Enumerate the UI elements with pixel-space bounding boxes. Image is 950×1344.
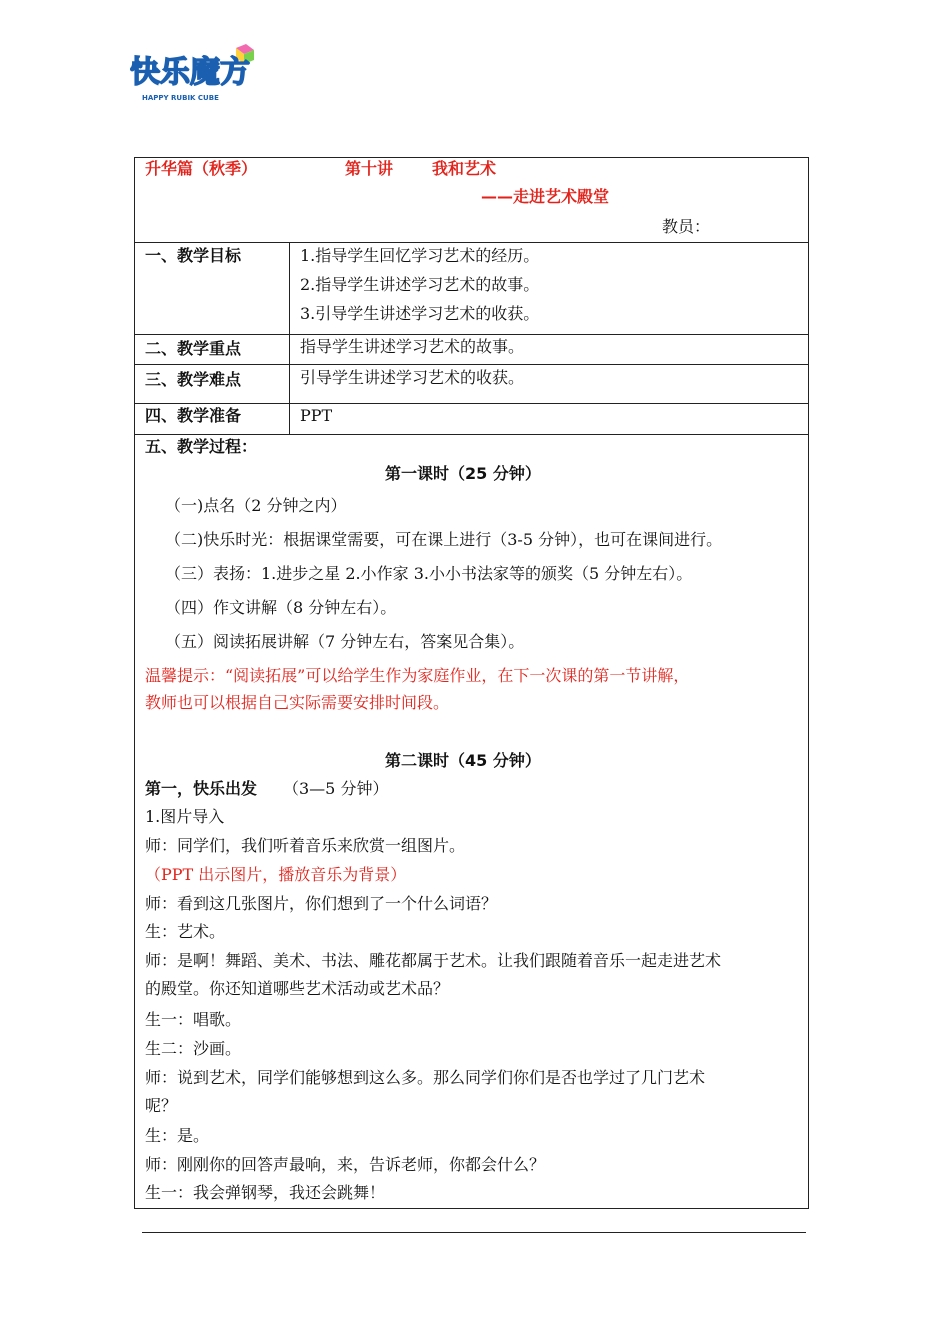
process-label: 五、教学过程： bbox=[145, 437, 258, 456]
dialogue-line: 生：艺术。 bbox=[145, 922, 226, 941]
logo-title: 快乐魔方 bbox=[130, 55, 250, 90]
dialogue-line: 生：是。 bbox=[145, 1126, 210, 1145]
section-time: （3—5 分钟） bbox=[283, 779, 389, 798]
lecture-subtitle: ——走进艺术殿堂 bbox=[481, 187, 610, 206]
section-title: 第一，快乐出发 bbox=[145, 779, 258, 798]
dialogue-line: 师：看到这几张图片，你们想到了一个什么词语？ bbox=[145, 894, 498, 913]
logo-subtitle: HAPPY RUBIK CUBE bbox=[142, 94, 219, 102]
preparation-row bbox=[135, 403, 808, 435]
lesson2-title: 第二课时（45 分钟） bbox=[385, 751, 541, 770]
difficulty-value: 引导学生讲述学习艺术的收获。 bbox=[300, 368, 525, 387]
dialogue-line: 1.图片导入 bbox=[145, 807, 225, 826]
happy-rubik-cube-logo bbox=[128, 44, 260, 104]
lesson1-step: （四）作文讲解（8 分钟左右）。 bbox=[165, 598, 397, 617]
key-point-row bbox=[135, 334, 808, 365]
dialogue-line: 生二：沙画。 bbox=[145, 1039, 242, 1058]
teacher-label: 教员： bbox=[662, 217, 711, 236]
dialogue-line: 生一：唱歌。 bbox=[145, 1010, 242, 1029]
header-row bbox=[135, 158, 808, 243]
difficulty-row bbox=[135, 364, 808, 404]
dialogue-line: 生一：我会弹钢琴，我还会跳舞！ bbox=[145, 1183, 386, 1202]
key-point-label: 二、教学重点 bbox=[145, 339, 242, 358]
lesson1-step: （二)快乐时光：根据课堂需要，可在课上进行（3-5 分钟），也可在课间进行。 bbox=[165, 530, 723, 549]
tip-line: 教师也可以根据自己实际需要安排时间段。 bbox=[145, 693, 450, 712]
lesson1-step: （五）阅读拓展讲解（7 分钟左右，答案见合集）。 bbox=[165, 632, 525, 651]
lesson-plan-table bbox=[134, 157, 809, 1209]
dialogue-line: 师：是啊！舞蹈、美术、书法、雕花都属于艺术。让我们跟随着音乐一起走进艺术 bbox=[145, 951, 722, 970]
objective-item: 2.指导学生讲述学习艺术的故事。 bbox=[300, 275, 540, 294]
dialogue-line: 呢？ bbox=[145, 1096, 178, 1115]
lesson1-title: 第一课时（25 分钟） bbox=[385, 464, 541, 483]
objectives-row bbox=[135, 242, 808, 335]
preparation-value: PPT bbox=[300, 406, 333, 425]
objective-item: 1.指导学生回忆学习艺术的经历。 bbox=[300, 246, 540, 265]
dialogue-line: 的殿堂。你还知道哪些艺术活动或艺术品？ bbox=[145, 979, 450, 998]
dialogue-line: 师：说到艺术，同学们能够想到这么多。那么同学们你们是否也学过了几门艺术 bbox=[145, 1068, 706, 1087]
tip-line: 温馨提示：“阅读拓展”可以给学生作为家庭作业，在下一次课的第一节讲解， bbox=[145, 666, 690, 685]
footer-divider bbox=[142, 1232, 806, 1233]
difficulty-label: 三、教学难点 bbox=[145, 370, 242, 389]
dialogue-line: 师：同学们，我们听着音乐来欣赏一组图片。 bbox=[145, 836, 466, 855]
lesson1-step: （三）表扬：1.进步之星 2.小作家 3.小小书法家等的颁奖（5 分钟左右）。 bbox=[165, 564, 693, 583]
objective-item: 3.引导学生讲述学习艺术的收获。 bbox=[300, 304, 540, 323]
objectives-label: 一、教学目标 bbox=[145, 246, 242, 265]
preparation-label: 四、教学准备 bbox=[145, 406, 242, 425]
lecture-topic: 我和艺术 bbox=[432, 159, 497, 178]
lesson1-step: （一)点名（2 分钟之内） bbox=[165, 496, 347, 515]
key-point-value: 指导学生讲述学习艺术的故事。 bbox=[300, 337, 525, 356]
dialogue-line: 师：刚刚你的回答声最响，来，告诉老师，你都会什么？ bbox=[145, 1155, 546, 1174]
series-title: 升华篇（秋季） bbox=[145, 159, 258, 178]
dialogue-line: （PPT 出示图片，播放音乐为背景） bbox=[145, 865, 407, 884]
lecture-number: 第十讲 bbox=[345, 159, 394, 178]
